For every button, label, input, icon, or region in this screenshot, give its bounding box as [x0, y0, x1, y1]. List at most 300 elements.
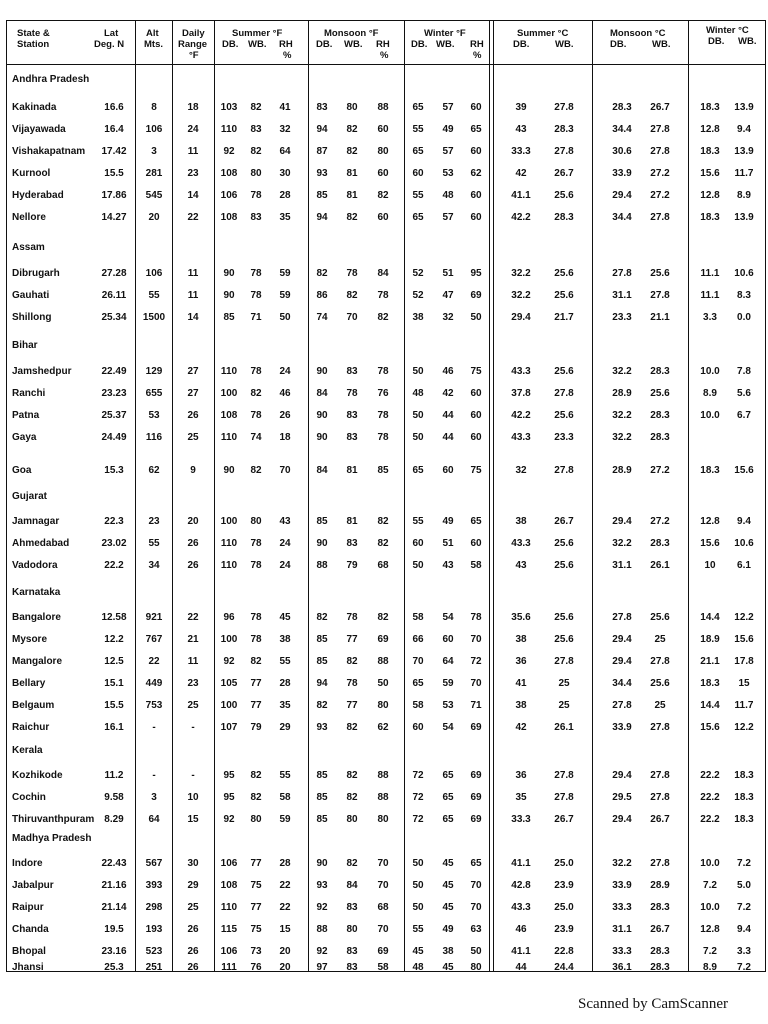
cell-winter-wb-f: 49 [442, 124, 454, 135]
cell-monsoon-db-f: 90 [316, 858, 328, 869]
cell-lat: 23.23 [101, 388, 127, 399]
state-heading: Karnataka [12, 587, 61, 598]
cell-winter-rh: 72 [470, 656, 482, 667]
cell-alt: 3 [151, 792, 157, 803]
station-name: Shillong [12, 312, 52, 323]
cell-winter-db-f: 55 [412, 190, 424, 201]
cell-winter-db-c: 10.0 [700, 410, 720, 421]
header-lat-unit: Deg. N [94, 39, 125, 50]
cell-monsoon-wb-c: 27.2 [650, 168, 670, 179]
cell-winter-db-c: 18.3 [700, 678, 720, 689]
cell-summer-db-c: 35 [515, 792, 527, 803]
cell-monsoon-db-f: 90 [316, 538, 328, 549]
cell-summer-wb-f: 79 [250, 722, 262, 733]
cell-summer-wb-f: 78 [250, 366, 262, 377]
cell-summer-wb-c: 26.1 [554, 722, 574, 733]
header-lat: Lat [104, 28, 119, 39]
cell-monsoon-wb-c: 25 [654, 634, 666, 645]
cell-monsoon-wb-c: 28.3 [650, 946, 670, 957]
cell-summer-rh: 32 [279, 124, 291, 135]
cell-summer-rh: 28 [279, 678, 291, 689]
cell-winter-db-c: 10.0 [700, 902, 720, 913]
cell-summer-db-f: 108 [220, 410, 238, 421]
cell-summer-db-f: 92 [223, 814, 235, 825]
cell-winter-db-c: 10.0 [700, 366, 720, 377]
station-name: Vishakapatnam [12, 146, 86, 157]
cell-winter-rh: 69 [470, 814, 482, 825]
station-name: Vadodora [12, 560, 58, 571]
cell-winter-wb-f: 49 [442, 924, 454, 935]
cell-summer-db-c: 33.3 [511, 146, 531, 157]
cell-lat: 23.16 [101, 946, 127, 957]
cell-daily-range: 9 [190, 465, 196, 476]
station-name: Belgaum [12, 700, 55, 711]
cell-summer-wb-f: 83 [250, 124, 262, 135]
cell-summer-wb-c: 25.6 [554, 410, 574, 421]
cell-summer-rh: 28 [279, 858, 291, 869]
cell-summer-db-f: 106 [220, 946, 238, 957]
cell-monsoon-db-c: 29.4 [612, 656, 632, 667]
cell-monsoon-db-c: 27.8 [612, 700, 632, 711]
cell-alt: 753 [145, 700, 163, 711]
cell-winter-db-f: 55 [412, 124, 424, 135]
cell-summer-wb-f: 78 [250, 634, 262, 645]
cell-winter-rh: 95 [470, 268, 482, 279]
cell-daily-range: 18 [187, 102, 199, 113]
cell-monsoon-wb-c: 27.8 [650, 656, 670, 667]
cell-monsoon-rh: 69 [377, 634, 389, 645]
subheader-pct: % [380, 50, 389, 61]
column-divider [308, 20, 309, 972]
cell-winter-wb-f: 53 [442, 700, 454, 711]
cell-monsoon-db-c: 28.3 [612, 102, 632, 113]
cell-monsoon-rh: 84 [377, 268, 389, 279]
cell-alt: 23 [148, 516, 160, 527]
cell-winter-rh: 70 [470, 678, 482, 689]
cell-summer-rh: 43 [279, 516, 291, 527]
cell-monsoon-wb-f: 83 [346, 946, 358, 957]
cell-lat: 25.34 [101, 312, 127, 323]
cell-winter-wb-f: 64 [442, 656, 454, 667]
cell-summer-rh: 41 [279, 102, 291, 113]
cell-winter-db-c: 12.8 [700, 190, 720, 201]
cell-monsoon-wb-f: 70 [346, 312, 358, 323]
header-monsoon-f: Monsoon °F [324, 28, 379, 39]
cell-monsoon-db-c: 33.9 [612, 722, 632, 733]
cell-lat: 25.37 [101, 410, 127, 421]
cell-summer-rh: 55 [279, 770, 291, 781]
cell-daily-range: 22 [187, 212, 199, 223]
cell-summer-db-c: 32.2 [511, 290, 531, 301]
cell-winter-wb-f: 60 [442, 465, 454, 476]
cell-summer-db-c: 42.2 [511, 212, 531, 223]
cell-summer-wb-c: 27.8 [554, 465, 574, 476]
cell-winter-rh: 78 [470, 612, 482, 623]
cell-monsoon-db-f: 93 [316, 722, 328, 733]
column-divider [688, 20, 689, 972]
cell-monsoon-wb-c: 25.6 [650, 268, 670, 279]
cell-winter-db-f: 50 [412, 432, 424, 443]
cell-monsoon-wb-f: 83 [346, 366, 358, 377]
cell-summer-db-f: 110 [220, 560, 238, 571]
cell-lat: 22.3 [104, 516, 124, 527]
cell-summer-wb-c: 23.9 [554, 924, 574, 935]
cell-summer-rh: 64 [279, 146, 291, 157]
cell-monsoon-db-f: 97 [316, 962, 328, 973]
cell-summer-db-f: 110 [220, 538, 238, 549]
state-heading: Assam [12, 242, 45, 253]
cell-summer-db-c: 43.3 [511, 432, 531, 443]
station-name: Dibrugarh [12, 268, 60, 279]
cell-monsoon-wb-c: 25.6 [650, 612, 670, 623]
station-name: Patna [12, 410, 40, 421]
cell-winter-db-c: 12.8 [700, 516, 720, 527]
cell-summer-db-f: 90 [223, 465, 235, 476]
cell-monsoon-wb-f: 80 [346, 814, 358, 825]
cell-winter-wb-c: 18.3 [734, 770, 754, 781]
cell-daily-range: 27 [187, 388, 199, 399]
cell-winter-db-c: 11.1 [700, 290, 720, 301]
cell-monsoon-db-f: 90 [316, 366, 328, 377]
cell-winter-rh: 62 [470, 168, 482, 179]
cell-summer-rh: 35 [279, 212, 291, 223]
cell-monsoon-rh: 76 [377, 388, 389, 399]
cell-monsoon-wb-c: 27.2 [650, 465, 670, 476]
cell-winter-rh: 50 [470, 946, 482, 957]
cell-monsoon-db-c: 32.2 [612, 410, 632, 421]
cell-monsoon-wb-f: 78 [346, 678, 358, 689]
cell-winter-wb-c: 6.7 [737, 410, 751, 421]
cell-daily-range: 25 [187, 432, 199, 443]
cell-winter-db-f: 52 [412, 268, 424, 279]
cell-summer-wb-f: 75 [250, 880, 262, 891]
cell-summer-db-f: 105 [220, 678, 238, 689]
cell-daily-range: 20 [187, 516, 199, 527]
cell-winter-wb-f: 54 [442, 612, 454, 623]
cell-lat: 12.5 [104, 656, 124, 667]
cell-summer-wb-f: 76 [250, 962, 262, 973]
station-name: Goa [12, 465, 32, 476]
cell-winter-db-c: 14.4 [700, 612, 720, 623]
cell-winter-db-f: 60 [412, 722, 424, 733]
state-heading: Madhya Pradesh [12, 833, 92, 844]
cell-alt: 523 [145, 946, 163, 957]
cell-winter-wb-c: 11.7 [734, 168, 754, 179]
cell-summer-wb-f: 82 [250, 770, 262, 781]
cell-alt: 251 [145, 962, 163, 973]
cell-monsoon-wb-c: 28.3 [650, 432, 670, 443]
cell-monsoon-wb-c: 28.3 [650, 366, 670, 377]
cell-winter-db-c: 22.2 [700, 792, 720, 803]
cell-monsoon-wb-f: 84 [346, 880, 358, 891]
cell-winter-wb-c: 5.6 [737, 388, 751, 399]
state-heading: Andhra Pradesh [12, 74, 90, 85]
cell-monsoon-wb-c: 27.8 [650, 858, 670, 869]
cell-summer-wb-f: 77 [250, 902, 262, 913]
cell-winter-wb-c: 3.3 [737, 946, 751, 957]
cell-monsoon-rh: 80 [377, 700, 389, 711]
cell-summer-db-f: 100 [220, 634, 238, 645]
cell-alt: 921 [145, 612, 163, 623]
cell-winter-wb-f: 53 [442, 168, 454, 179]
cell-monsoon-wb-f: 82 [346, 722, 358, 733]
station-name: Jhansi [12, 962, 44, 973]
cell-monsoon-wb-c: 27.8 [650, 124, 670, 135]
cell-monsoon-db-c: 33.3 [612, 946, 632, 957]
station-name: Nellore [12, 212, 46, 223]
cell-winter-rh: 75 [470, 465, 482, 476]
cell-summer-wb-f: 71 [250, 312, 262, 323]
cell-winter-db-f: 65 [412, 678, 424, 689]
cell-winter-wb-c: 7.2 [737, 858, 751, 869]
cell-monsoon-db-c: 31.1 [612, 290, 632, 301]
column-divider [214, 20, 215, 972]
cell-summer-db-c: 38 [515, 634, 527, 645]
cell-winter-rh: 75 [470, 366, 482, 377]
cell-monsoon-db-f: 85 [316, 516, 328, 527]
cell-daily-range: 29 [187, 880, 199, 891]
cell-winter-wb-f: 47 [442, 290, 454, 301]
cell-summer-wb-c: 25.6 [554, 560, 574, 571]
cell-alt: 655 [145, 388, 163, 399]
cell-monsoon-db-c: 27.8 [612, 268, 632, 279]
cell-winter-wb-c: 12.2 [734, 722, 754, 733]
cell-summer-wb-c: 27.8 [554, 388, 574, 399]
cell-winter-wb-f: 59 [442, 678, 454, 689]
cell-monsoon-rh: 70 [377, 924, 389, 935]
subheader-db: DB. [411, 39, 428, 50]
cell-winter-db-f: 58 [412, 612, 424, 623]
cell-winter-db-f: 50 [412, 880, 424, 891]
cell-winter-db-c: 15.6 [700, 538, 720, 549]
cell-winter-wb-c: 10.6 [734, 538, 754, 549]
station-name: Indore [12, 858, 43, 869]
cell-summer-wb-c: 28.3 [554, 212, 574, 223]
cell-monsoon-wb-f: 79 [346, 560, 358, 571]
cell-monsoon-db-c: 32.2 [612, 538, 632, 549]
cell-summer-wb-c: 25.0 [554, 858, 574, 869]
cell-daily-range: 11 [187, 290, 199, 301]
cell-monsoon-rh: 60 [377, 212, 389, 223]
cell-summer-wb-c: 25.0 [554, 902, 574, 913]
cell-winter-wb-f: 57 [442, 212, 454, 223]
cell-winter-db-c: 10 [704, 560, 716, 571]
cell-monsoon-db-f: 83 [316, 102, 328, 113]
subheader-db: DB. [222, 39, 239, 50]
cell-winter-db-c: 12.8 [700, 924, 720, 935]
cell-monsoon-db-c: 34.4 [612, 678, 632, 689]
cell-summer-wb-c: 27.8 [554, 102, 574, 113]
cell-winter-wb-c: 18.3 [734, 792, 754, 803]
cell-summer-wb-f: 78 [250, 268, 262, 279]
cell-monsoon-wb-c: 28.3 [650, 902, 670, 913]
station-name: Vijayawada [12, 124, 66, 135]
cell-summer-rh: 24 [279, 366, 291, 377]
cell-summer-wb-f: 80 [250, 814, 262, 825]
cell-daily-range: 26 [187, 946, 199, 957]
cell-summer-db-c: 43.3 [511, 538, 531, 549]
cell-monsoon-wb-c: 27.8 [650, 792, 670, 803]
cell-monsoon-db-c: 34.4 [612, 212, 632, 223]
cell-alt: 22 [148, 656, 160, 667]
cell-summer-wb-f: 77 [250, 678, 262, 689]
cell-winter-wb-c: 18.3 [734, 814, 754, 825]
cell-monsoon-wb-f: 78 [346, 268, 358, 279]
cell-winter-rh: 65 [470, 516, 482, 527]
cell-winter-rh: 70 [470, 880, 482, 891]
cell-monsoon-db-c: 34.4 [612, 124, 632, 135]
cell-winter-db-f: 50 [412, 366, 424, 377]
station-name: Ranchi [12, 388, 46, 399]
cell-monsoon-db-f: 93 [316, 168, 328, 179]
header-monsoon-c: Monsoon °C [610, 28, 666, 39]
cell-summer-wb-f: 82 [250, 656, 262, 667]
cell-monsoon-wb-c: 27.2 [650, 190, 670, 201]
cell-lat: 15.5 [104, 700, 124, 711]
cell-winter-wb-c: 13.9 [734, 102, 754, 113]
cell-monsoon-db-c: 29.4 [612, 814, 632, 825]
cell-monsoon-db-c: 33.3 [612, 902, 632, 913]
column-divider [489, 20, 490, 972]
cell-monsoon-db-f: 85 [316, 814, 328, 825]
cell-monsoon-wb-c: 27.8 [650, 770, 670, 781]
cell-summer-db-c: 39 [515, 102, 527, 113]
cell-summer-db-c: 43.3 [511, 902, 531, 913]
cell-monsoon-wb-c: 26.7 [650, 814, 670, 825]
header-alt: Alt [146, 28, 159, 39]
cell-winter-rh: 60 [470, 432, 482, 443]
cell-winter-wb-c: 15 [738, 678, 750, 689]
cell-winter-wb-c: 9.4 [737, 124, 751, 135]
cell-monsoon-db-c: 33.9 [612, 168, 632, 179]
cell-daily-range: 11 [187, 268, 199, 279]
cell-monsoon-db-f: 82 [316, 700, 328, 711]
cell-winter-wb-f: 57 [442, 146, 454, 157]
cell-daily-range: 11 [187, 146, 199, 157]
cell-daily-range: 25 [187, 902, 199, 913]
cell-monsoon-wb-c: 28.9 [650, 880, 670, 891]
cell-summer-wb-c: 27.8 [554, 792, 574, 803]
cell-lat: 19.5 [104, 924, 124, 935]
cell-summer-wb-c: 24.4 [554, 962, 574, 973]
cell-monsoon-wb-f: 81 [346, 168, 358, 179]
cell-alt: - [152, 722, 156, 733]
header-summer-f: Summer °F [232, 28, 283, 39]
subheader-db: DB. [610, 39, 627, 50]
cell-lat: 12.2 [104, 634, 124, 645]
cell-winter-rh: 69 [470, 290, 482, 301]
state-heading: Gujarat [12, 491, 48, 502]
station-name: Bangalore [12, 612, 61, 623]
cell-summer-rh: 15 [279, 924, 291, 935]
cell-monsoon-db-c: 33.9 [612, 880, 632, 891]
cell-summer-rh: 50 [279, 312, 291, 323]
cell-monsoon-wb-c: 28.3 [650, 538, 670, 549]
cell-winter-db-f: 65 [412, 465, 424, 476]
cell-summer-db-f: 100 [220, 388, 238, 399]
cell-summer-db-c: 35.6 [511, 612, 531, 623]
cell-summer-db-f: 95 [223, 770, 235, 781]
header-alt-unit: Mts. [144, 39, 163, 50]
header-winter-c: Winter °C [706, 25, 749, 36]
station-name: Ahmedabad [12, 538, 70, 549]
cell-summer-wb-c: 26.7 [554, 814, 574, 825]
cell-summer-db-f: 90 [223, 268, 235, 279]
cell-winter-rh: 60 [470, 190, 482, 201]
cell-summer-wb-f: 77 [250, 858, 262, 869]
cell-daily-range: 30 [187, 858, 199, 869]
cell-monsoon-rh: 88 [377, 102, 389, 113]
cell-monsoon-rh: 85 [377, 465, 389, 476]
cell-summer-wb-f: 80 [250, 168, 262, 179]
cell-winter-db-c: 10.0 [700, 858, 720, 869]
cell-monsoon-db-c: 29.4 [612, 634, 632, 645]
cell-summer-wb-c: 25.6 [554, 290, 574, 301]
cell-summer-wb-c: 25.6 [554, 538, 574, 549]
cell-summer-db-f: 106 [220, 190, 238, 201]
cell-winter-db-f: 45 [412, 946, 424, 957]
cell-winter-db-f: 60 [412, 168, 424, 179]
cell-monsoon-wb-f: 82 [346, 858, 358, 869]
cell-monsoon-db-f: 84 [316, 388, 328, 399]
cell-winter-rh: 69 [470, 792, 482, 803]
subheader-wb: WB. [344, 39, 363, 50]
cell-summer-db-f: 110 [220, 902, 238, 913]
cell-winter-db-c: 18.9 [700, 634, 720, 645]
cell-summer-rh: 59 [279, 290, 291, 301]
cell-winter-wb-f: 44 [442, 432, 454, 443]
cell-winter-db-c: 15.6 [700, 722, 720, 733]
cell-summer-wb-f: 75 [250, 924, 262, 935]
cell-summer-db-c: 32 [515, 465, 527, 476]
cell-summer-db-f: 92 [223, 146, 235, 157]
cell-summer-rh: 59 [279, 268, 291, 279]
header-station: Station [17, 39, 50, 50]
cell-winter-db-f: 38 [412, 312, 424, 323]
cell-summer-db-f: 110 [220, 124, 238, 135]
state-heading: Bihar [12, 340, 38, 351]
cell-monsoon-wb-f: 82 [346, 146, 358, 157]
cell-daily-range: 14 [187, 190, 199, 201]
cell-monsoon-rh: 80 [377, 814, 389, 825]
cell-winter-db-f: 48 [412, 962, 424, 973]
cell-monsoon-rh: 68 [377, 560, 389, 571]
header-range-3: °F [189, 50, 199, 61]
cell-daily-range: 26 [187, 962, 199, 973]
cell-monsoon-wb-c: 27.8 [650, 212, 670, 223]
cell-monsoon-db-f: 94 [316, 678, 328, 689]
cell-winter-wb-f: 38 [442, 946, 454, 957]
cell-winter-db-f: 72 [412, 814, 424, 825]
cell-monsoon-db-c: 29.5 [612, 792, 632, 803]
cell-alt: 106 [145, 268, 163, 279]
cell-lat: 17.42 [101, 146, 127, 157]
cell-winter-wb-f: 45 [442, 880, 454, 891]
cell-monsoon-wb-f: 77 [346, 700, 358, 711]
subheader-rh: RH [279, 39, 293, 50]
cell-lat: 12.58 [101, 612, 127, 623]
cell-winter-db-f: 60 [412, 538, 424, 549]
cell-summer-wb-c: 25.6 [554, 612, 574, 623]
cell-winter-wb-c: 8.9 [737, 190, 751, 201]
cell-summer-db-f: 100 [220, 516, 238, 527]
cell-winter-wb-c: 9.4 [737, 924, 751, 935]
cell-monsoon-rh: 88 [377, 656, 389, 667]
cell-summer-db-c: 36 [515, 656, 527, 667]
cell-summer-db-c: 38 [515, 700, 527, 711]
cell-winter-db-f: 66 [412, 634, 424, 645]
cell-summer-db-c: 41.1 [511, 190, 531, 201]
